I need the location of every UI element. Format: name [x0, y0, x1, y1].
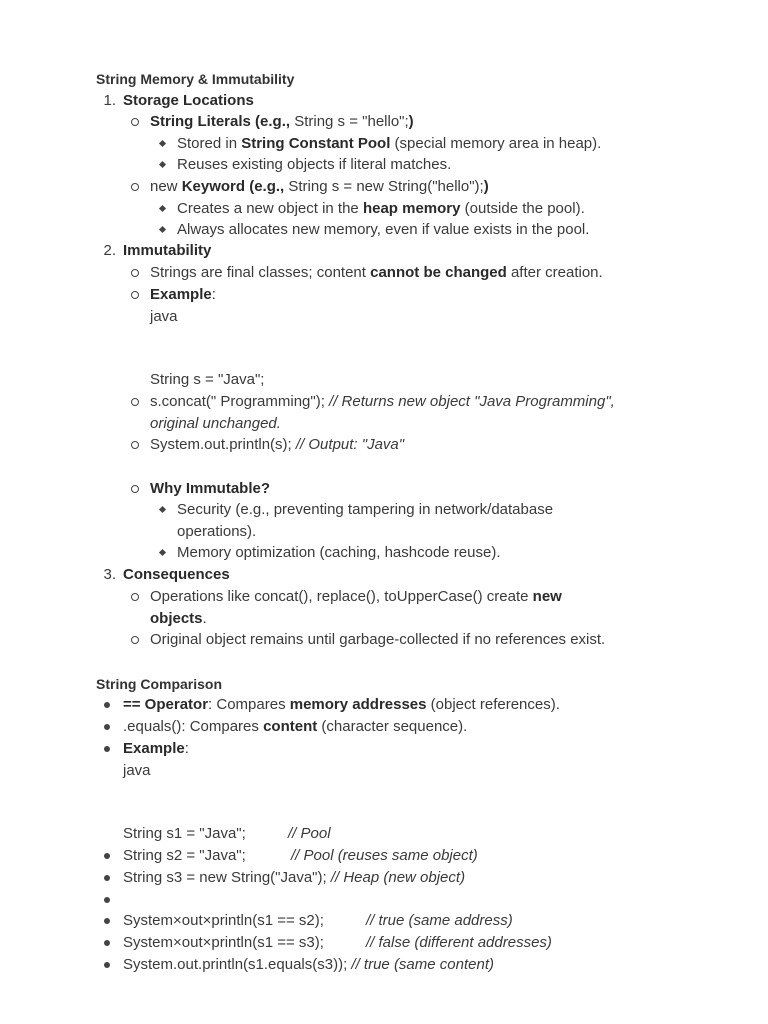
code-comment: original unchanged. — [150, 415, 281, 432]
diamond-bullet-icon — [159, 549, 166, 556]
diamond-bullet-icon — [159, 226, 166, 233]
bullet-dot-icon — [104, 940, 110, 946]
circle-bullet-icon — [131, 636, 139, 644]
bullet-dot-icon — [104, 724, 110, 730]
list-number: 1. — [103, 92, 116, 109]
diamond-bullet-icon — [159, 140, 166, 147]
item-label: Immutability — [123, 242, 212, 259]
diamond-bullet-icon — [159, 506, 166, 513]
section-title: String Comparison — [96, 676, 223, 692]
bullet-dot-icon — [104, 918, 110, 924]
circle-bullet-icon — [131, 441, 139, 449]
item-label: Consequences — [123, 566, 230, 583]
circle-bullet-icon — [131, 183, 139, 191]
list-item-continuation: operations). — [177, 523, 257, 540]
bold-text: String Literals (e.g., — [150, 113, 291, 130]
diamond-bullet-icon — [159, 205, 166, 212]
list-number: 3. — [103, 566, 116, 583]
bullet-dot-icon — [104, 875, 110, 881]
circle-bullet-icon — [131, 485, 139, 493]
document-page: String Memory & Immutability 1. Storage Locations String Literals (e.g., String s = "hello";) Stored in String Constant Pool (special memory area in heap). Reuses existing objects if literal matches. new Keyword (e.g., String s = new String("hello");) Creates a new object in the heap memory (outside the pool). Always allocates new memory, even if value exists in the pool. 2. Immutability Strings are final classes; content cannot be changed after creation. Example: java String s = "Java"; s.concat(" Programming"); // Returns new object "Java Programming", original unchanged. System.out.println(s); // Output: "Java" Why Immutable? Security (e.g., preventing tampering in network/database operations). Memory optimization (caching, hashcode reuse). 3. Consequences Operations like concat(), replace(), toUpperCase() create new objects. Original object remains until garbage-collected if no references exist. String Comparison == Operator: Compares memory addresses (object references). .equals(): Compares content (character sequence). Example: java String s1 = "Java"; // Pool String s2 = "Java"; // Pool (reuses same object) String s3 = new String("Java"); // Heap (new object) System×out×println(s1 == s2); // true (same address) System×out×println(s1 == s3); // false (different addresses) System.out.println(s1.equals(s3)); // true (same content) — [96, 71, 615, 973]
circle-bullet-icon — [131, 398, 139, 406]
code-text: String s = "hello"; — [290, 113, 409, 130]
item-label: Storage Locations — [123, 92, 254, 109]
code-language-label: java — [150, 308, 178, 325]
circle-bullet-icon — [131, 593, 139, 601]
section-title: String Memory & Immutability — [96, 71, 295, 87]
code-line: String s = "Java"; — [150, 371, 265, 388]
code-language-label: java — [123, 762, 151, 779]
bold-text: ) — [408, 113, 414, 130]
diamond-bullet-icon — [159, 161, 166, 168]
bullet-dot-icon — [104, 897, 110, 903]
circle-bullet-icon — [131, 269, 139, 277]
bullet-dot-icon — [104, 962, 110, 968]
list-item-continuation: objects. — [150, 610, 207, 627]
bullet-dot-icon — [104, 702, 110, 708]
code-line: String s1 = "Java"; // Pool — [123, 825, 331, 842]
bullet-dot-icon — [104, 746, 110, 752]
circle-bullet-icon — [131, 118, 139, 126]
circle-bullet-icon — [131, 291, 139, 299]
bullet-dot-icon — [104, 853, 110, 859]
list-number: 2. — [103, 242, 116, 259]
